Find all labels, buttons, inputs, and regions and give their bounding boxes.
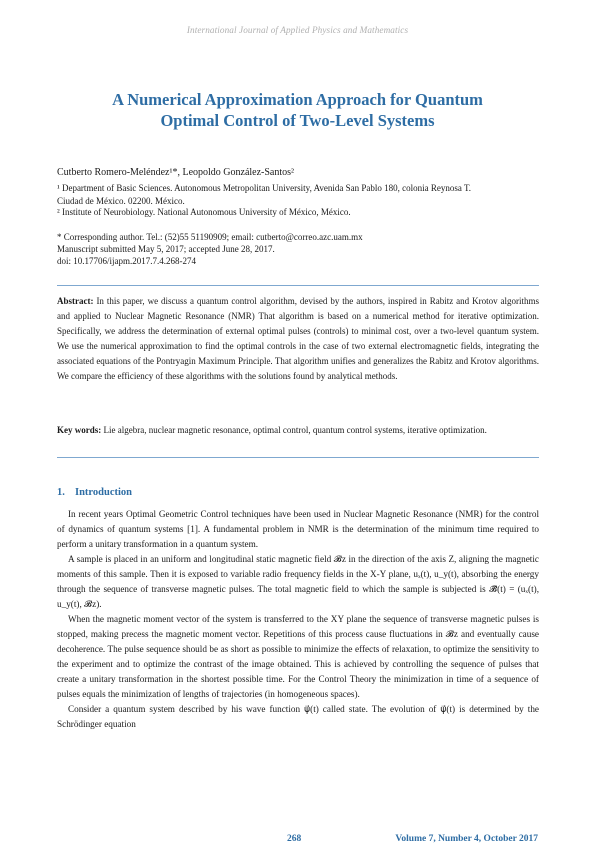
paragraph-1: In recent years Optimal Geometric Control techniques have been used in Nuclear Magnetic Resonance (NMR) for the control of dynamics of quantum systems [1]. A fundamental problem in NMR is the determination of the minimum time required to perform a unitary transformation in a quantum system. [57,509,539,549]
author-list: Cutberto Romero-Meléndez¹*, Leopoldo González-Santos² [57,167,295,178]
body-text [57,507,539,732]
page-number: 268 [287,834,302,844]
title-line-1: A Numerical Approximation Approach for Quantum [112,90,483,109]
affiliation-2: ² Institute of Neurobiology. National Autonomous University of México, México. [57,207,351,217]
affiliation-1: ¹ Department of Basic Sciences. Autonomous Metropolitan University, Avenida San Pablo 180, colonia Reynosa T. Ciudad de México. 02200. México. [57,183,472,206]
paragraph-4: Consider a quantum system described by his wave function ψ⃗(t) called state. The evolution of ψ⃗(t) is determined by the Schrödinger equation [57,704,539,729]
abstract-label: Abstract: [57,296,94,306]
abstract-bottom-rule [57,457,539,458]
submission-dates: Manuscript submitted May 5, 2017; accepted June 28, 2017. [57,244,275,254]
corresponding-author: * Corresponding author. Tel.: (52)55 51190909; email: cutberto@correo.azc.uam.mx [57,232,363,242]
abstract-text: In this paper, we discuss a quantum control algorithm, devised by the authors, inspired in Rabitz and Krotov algorithms and applied to Nuclear Magnetic Resonance (NMR) That algorithm is based on a numerical method for iterative optimization. Specifically, we address the determination of external optimal pulses (controls) to minimal cost, over a two-level quantum system. We use the numerical approximation to find the optimal controls in the case of two external electromagnetic fields, integrating the associated equations of the Pontryagin Maximum Principle. That algorithm unifies and generalizes the Rabitz and Krotov algorithms. We compare the efficiency of these algorithms with the solutions found by analytical methods. [57,296,540,381]
abstract-top-rule [57,285,539,286]
paragraph-2: A sample is placed in an uniform and longitudinal static magnetic field 𝓑z in the direction of the axis Z, aligning the magnetic moments of this sample. Then it is exposed to variable radio frequency fields in the X-Y plane, uₓ(t), u_y(t), absorbing the energy through the sequence of transverse magnetic pulses. The total magnetic field to which the sample is subjected is 𝓑⃗(t) = (uₓ(t), u_y(t), 𝓑z). [57,554,539,609]
doi[interactable]: doi: 10.17706/ijapm.2017.7.4.268-274 [57,256,196,266]
article-meta [57,231,363,267]
title-line-2: Optimal Control of Two-Level Systems [160,111,435,130]
keywords-text: Lie algebra, nuclear magnetic resonance, optimal control, quantum control systems, iterative optimization. [103,425,487,435]
paragraph-3: When the magnetic moment vector of the system is transferred to the XY plane the sequence of transverse magnetic pulses is stopped, making precess the magnetic moment vector. Repetitions of this process cause fluctuations in 𝓑z and eventually cause decoherence. The pulse sequence should be as short as possible to minimize the effects of relaxation, to optimize the sensitivity to the experiment and to optimize the contrast of the image obtained. This is achieved by controlling the sequence of pulses that create a unitary transformation in the shortest possible time. For the Control Theory the minimization in time of a sequence of pulses equals the minimization of lengths of trajectories (in homogeneous spaces). [57,614,539,699]
keywords [57,424,539,436]
volume-info: Volume 7, Number 4, October 2017 [395,834,538,844]
keywords-label: Key words: [57,425,102,435]
paper-title [60,89,535,131]
section-heading [57,487,132,498]
section-title: Introduction [75,487,132,498]
abstract [57,294,539,384]
section-number: 1. [57,487,65,498]
journal-header: International Journal of Applied Physics and Mathematics [186,25,409,35]
